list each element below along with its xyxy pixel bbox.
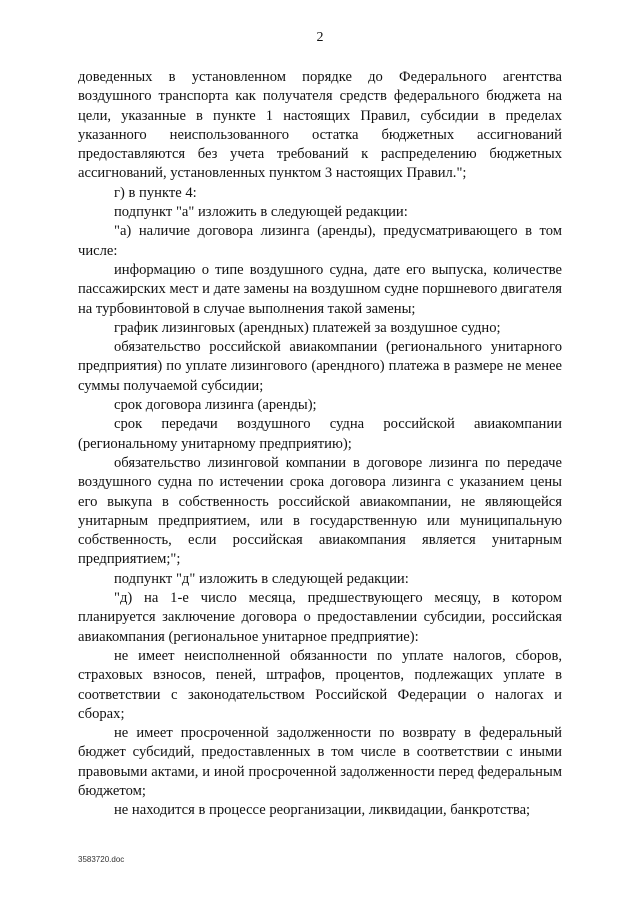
paragraph: не имеет неисполненной обязанности по уплате налогов, сборов, страховых взносов, пеней, штрафов, процентов, подлежащих уплате в соответствии с законодательством Российской Федерации о налогах и сборах; (78, 647, 562, 722)
paragraph: подпункт "а" изложить в следующей редакции: (114, 204, 408, 221)
paragraph: "д) на 1-е число месяца, предшествующего месяцу, в котором планируется заключение договора о предоставлении субсидии, российская авиакомпания (региональное унитарное предприятие): (78, 590, 562, 645)
paragraph: подпункт "д" изложить в следующей редакции: (114, 570, 409, 587)
paragraph: график лизинговых (арендных) платежей за воздушное судно; (114, 319, 501, 336)
paragraph: г) в пункте 4: (114, 184, 197, 201)
page-number: 2 (316, 30, 324, 45)
paragraph: информацию о типе воздушного судна, дате его выпуска, количестве пассажирских мест и дате замены на воздушном судне поршневого двигателя на турбовинтовой в случае выполнения такой замены; (78, 261, 562, 317)
paragraph: "а) наличие договора лизинга (аренды), предусматривающего в том числе: (78, 223, 562, 259)
paragraph: срок договора лизинга (аренды); (114, 397, 317, 414)
document-body (78, 68, 562, 821)
paragraph: доведенных в установленном порядке до Федерального агентства воздушного транспорта как получателя средств федерального бюджета на цели, указанные в пункте 1 настоящих Правил, субсидии в пределах указанного неиспользованного остатка бюджетных ассигнований предоставляются без учета требований к распределению бюджетных ассигнований, установленных пунктом 3 настоящих Правил."; (78, 69, 562, 182)
paragraph: обязательство российской авиакомпании (регионального унитарного предприятия) по уплате лизингового (арендного) платежа в размере не менее суммы получаемой субсидии; (78, 339, 562, 394)
paragraph: срок передачи воздушного судна российской авиакомпании (региональному унитарному предприятию); (78, 416, 562, 452)
paragraph: не находится в процессе реорганизации, ликвидации, банкротства; (114, 802, 531, 819)
document-footer: 3583720.doc (78, 855, 125, 864)
paragraph: не имеет просроченной задолженности по возврату в федеральный бюджет субсидий, предоставленных в том числе в соответствии с иными правовыми актами, и иной просроченной задолженности перед федеральным бюджетом; (78, 725, 562, 799)
paragraph: обязательство лизинговой компании в договоре лизинга по передаче воздушного судна по истечении срока договора лизинга с указанием цены его выкупа в собственность российской авиакомпании, не являющейся унитарным предприятием, или в государственную или муниципальную собственность, если российская авиакомпания является унитарным предприятием;"; (78, 454, 562, 568)
